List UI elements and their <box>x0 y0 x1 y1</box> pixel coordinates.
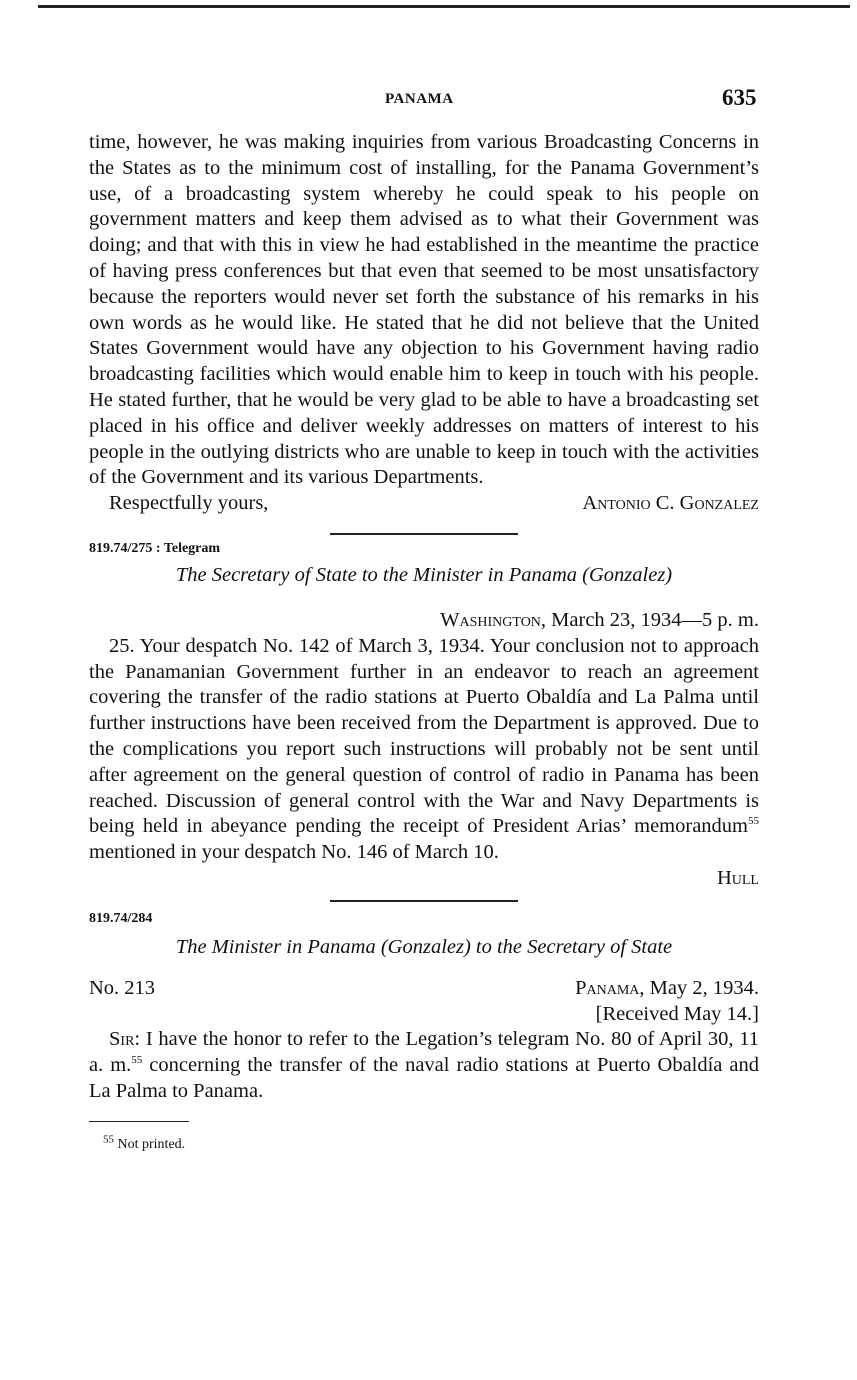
footnote-ref: 55 <box>131 1054 143 1067</box>
despatch-text-end: concerning the transfer of the naval radio stations at Puerto Obaldía and La Palma to Panama. <box>89 1054 759 1102</box>
running-head-title: PANAMA <box>385 91 454 107</box>
telegram-heading: The Secretary of State to the Minister in Panama (Gonzalez) <box>175 563 673 586</box>
closing: Respectfully yours, <box>109 492 269 515</box>
despatch-dateline <box>575 976 759 1028</box>
file-number-despatch: 819.74/284 <box>89 910 153 926</box>
dateline-place: Washington <box>440 608 541 631</box>
footnote <box>89 1133 759 1154</box>
footnote-marker: 55 <box>103 1133 114 1146</box>
continuation-paragraph: time, however, he was making inquiries from various Broadcasting Concerns in the States as to the minimum cost of installing, for the Panama Government’s use, of a broadcasting system whereby he could speak to his people on government matters and keep them advised as to what their Government was doing; and that with this in view he had established in the meantime the practice of having press conferences but that even that seemed to be most unsatisfactory because the reporters would never set forth the substance of his remarks in his own words as he would like. He stated that he did not believe that the United States Government would have any objection to his Government having radio broadcasting facilities which would enable him to keep in touch with his people. He stated further, that he would be very glad to be able to have a broadcasting set placed in his office and deliver weekly addresses on matters of interest to his people in the outlying districts who are unable to keep in touch with the activities of the Government and its various Departments. <box>89 131 759 489</box>
despatch-number: No. 213 <box>89 976 156 999</box>
page-number: 635 <box>722 85 757 110</box>
salutation: Sir <box>109 1028 135 1051</box>
page-body <box>89 130 759 1154</box>
file-number-telegram: 819.74/275 : Telegram <box>89 540 221 556</box>
dateline-date: , March 23, 1934—5 p. m. <box>540 608 759 631</box>
dateline-date: , May 2, 1934. <box>639 976 759 999</box>
footnote-ref: 55 <box>748 815 759 828</box>
signature-gonzalez: Antonio C. Gonzalez <box>582 492 759 515</box>
despatch-header <box>89 976 759 1028</box>
telegram-text-end: mentioned in your despatch No. 146 of March 10. <box>89 841 499 864</box>
telegram-dateline <box>89 608 759 634</box>
top-rule <box>38 5 850 8</box>
telegram-text: 25. Your despatch No. 142 of March 3, 1934. Your conclusion not to approach the Panamanian Government further in an endeavor to reach an agreement covering the transfer of the radio stations at Puerto Obaldía and La Palma until further instructions have been received from the Department is approved. Due to the complications you report such instructions will probably not be sent until after agreement on the general question of control of radio in Panama has been reached. Discussion of general control with the War and Navy Departments is being held in abeyance pending the receipt of President Arias’ memorandum <box>89 634 759 838</box>
despatch-text: : I have the honor to refer to the Legation’s telegram No. 80 of April 30, 11 a. m. <box>89 1028 759 1077</box>
despatch-heading: The Minister in Panama (Gonzalez) to the Secretary of State <box>175 935 673 958</box>
footnote-text: Not printed. <box>117 1137 186 1153</box>
telegram-body <box>89 634 759 866</box>
running-head <box>0 87 857 117</box>
signature-hull: Hull <box>716 866 759 889</box>
dateline-place: Panama <box>575 976 640 999</box>
despatch-body <box>89 1027 759 1104</box>
received-date: [Received May 14.] <box>595 1002 759 1025</box>
sign-off <box>89 491 759 517</box>
